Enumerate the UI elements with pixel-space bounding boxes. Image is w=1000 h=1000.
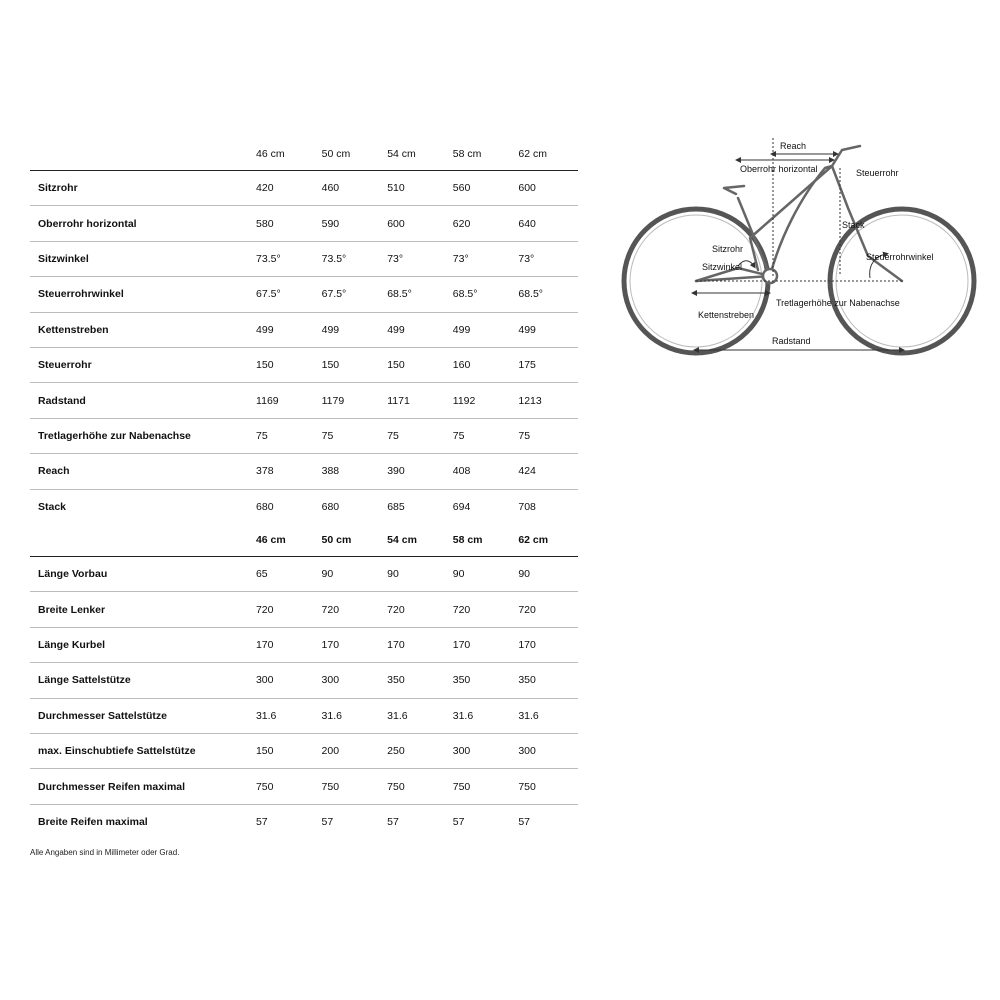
- row-value: 720: [447, 592, 513, 627]
- row-value: 350: [447, 663, 513, 698]
- row-value: 694: [452, 500, 471, 513]
- row-label: max. Einschubtiefe Sattelstütze: [30, 733, 250, 768]
- size-header: 62 cm: [512, 138, 578, 171]
- row-label: Sitzwinkel: [30, 241, 250, 276]
- row-value: 150: [250, 347, 316, 382]
- row-label: Länge Sattelstütze: [30, 663, 250, 698]
- row-value: 170: [316, 627, 382, 662]
- row-value: 160: [447, 347, 513, 382]
- row-value: 560: [447, 171, 513, 206]
- table-row: [30, 277, 578, 312]
- row-value: 388: [316, 454, 382, 489]
- table-row: [30, 383, 578, 418]
- reach-label: Reach: [780, 141, 807, 151]
- row-value: 600: [512, 171, 578, 206]
- table-row: [30, 347, 578, 382]
- row-value: 750: [447, 769, 513, 804]
- row-value: 1179: [316, 383, 382, 418]
- chainstay-label: Kettenstreben: [698, 310, 755, 320]
- size-header-row: [30, 138, 578, 171]
- row-value: 350: [381, 663, 447, 698]
- row-value: 685: [387, 500, 405, 513]
- row-value: 31.6: [512, 698, 578, 733]
- size-header: 50 cm: [316, 138, 382, 171]
- table-row: [30, 592, 578, 627]
- row-value: 90: [316, 557, 382, 592]
- row-label: Länge Vorbau: [30, 557, 250, 592]
- row-value: 510: [381, 171, 447, 206]
- table-row: [30, 312, 578, 347]
- seat-tube-label: Sitzrohr: [712, 244, 744, 254]
- row-value: 640: [512, 206, 578, 241]
- row-value: 31.6: [316, 698, 382, 733]
- units-note: Alle Angaben sind in Millimeter oder Grad.: [30, 848, 180, 857]
- head-tube-label: Steuerrohr: [856, 168, 899, 178]
- row-value: 600: [381, 206, 447, 241]
- row-value: 90: [381, 557, 447, 592]
- row-value: 75: [447, 418, 513, 453]
- table-row: [30, 804, 578, 839]
- row-label: Durchmesser Reifen maximal: [30, 769, 250, 804]
- header-label-cell: [30, 524, 250, 557]
- size-header: 54 cm: [381, 524, 447, 557]
- top-tube-label: Oberrohr horizontal: [740, 164, 818, 174]
- row-label: Radstand: [30, 383, 250, 418]
- row-value: 57: [321, 815, 334, 828]
- table-row: [30, 769, 578, 804]
- row-value: 175: [512, 347, 578, 382]
- row-label: Reach: [30, 454, 250, 489]
- table-row: [30, 557, 578, 592]
- bike-geometry-diagram: [620, 138, 980, 358]
- row-value: 499: [447, 312, 513, 347]
- row-value: 31.6: [447, 698, 513, 733]
- row-value: 65: [250, 557, 316, 592]
- row-value: 67.5°: [316, 277, 382, 312]
- row-value: 73°: [447, 241, 513, 276]
- row-label: Kettenstreben: [30, 312, 250, 347]
- row-value: 590: [316, 206, 382, 241]
- row-value: 170: [381, 627, 447, 662]
- row-value: 1169: [250, 383, 316, 418]
- row-value: 350: [512, 663, 578, 698]
- size-header: 54 cm: [381, 138, 447, 171]
- row-value: 620: [447, 206, 513, 241]
- row-value: 57: [452, 815, 465, 828]
- row-value: 73.5°: [250, 241, 316, 276]
- row-value: 499: [250, 312, 316, 347]
- size-header: 50 cm: [316, 524, 382, 557]
- row-value: 73°: [381, 241, 447, 276]
- row-value: 750: [381, 769, 447, 804]
- row-value: 499: [381, 312, 447, 347]
- row-value: 68.5°: [447, 277, 513, 312]
- row-value: 75: [316, 418, 382, 453]
- row-value: 750: [316, 769, 382, 804]
- row-label: Sitzrohr: [30, 171, 250, 206]
- row-value: 750: [250, 769, 316, 804]
- row-value: 200: [316, 733, 382, 768]
- row-value: 750: [512, 769, 578, 804]
- table-row: [30, 698, 578, 733]
- row-value: 300: [512, 733, 578, 768]
- row-value: 720: [512, 592, 578, 627]
- row-value: 170: [250, 627, 316, 662]
- table-row: [30, 663, 578, 698]
- row-value: 90: [447, 557, 513, 592]
- row-label: Tretlagerhöhe zur Nabenachse: [30, 418, 250, 453]
- table-row: [30, 733, 578, 768]
- row-value: 390: [381, 454, 447, 489]
- row-value: 499: [316, 312, 382, 347]
- row-value: 720: [316, 592, 382, 627]
- row-value: 90: [512, 557, 578, 592]
- row-value: 57: [255, 815, 268, 828]
- row-value: 150: [250, 733, 316, 768]
- row-value: 300: [316, 663, 382, 698]
- size-header: 58 cm: [447, 524, 513, 557]
- row-value: 150: [381, 347, 447, 382]
- size-header: 62 cm: [512, 524, 578, 557]
- size-header: 46 cm: [250, 524, 316, 557]
- row-value: 680: [256, 500, 274, 513]
- table-row: [30, 241, 578, 276]
- row-value: 1213: [512, 383, 578, 418]
- row-value: 499: [512, 312, 578, 347]
- head-angle-label: Steuerrohrwinkel: [866, 252, 934, 262]
- components-table: [30, 524, 578, 839]
- row-value: 424: [512, 454, 578, 489]
- row-value: 460: [316, 171, 382, 206]
- row-value: 57: [518, 815, 531, 828]
- row-value: 420: [250, 171, 316, 206]
- wheelbase-label: Radstand: [772, 336, 811, 346]
- row-value: 75: [250, 418, 316, 453]
- row-value: 73°: [512, 241, 578, 276]
- row-value: 170: [447, 627, 513, 662]
- row-label: Steuerrohrwinkel: [30, 277, 250, 312]
- row-value: 31.6: [250, 698, 316, 733]
- size-header: 46 cm: [250, 138, 316, 171]
- size-header: 58 cm: [447, 138, 513, 171]
- row-value: 75: [381, 418, 447, 453]
- row-value: 708: [518, 500, 536, 513]
- row-label: Steuerrohr: [30, 347, 250, 382]
- table-row: [30, 206, 578, 241]
- table-row: [30, 454, 578, 489]
- table-row: [30, 171, 578, 206]
- row-value: 68.5°: [381, 277, 447, 312]
- row-label: Breite Reifen maximal: [38, 815, 148, 828]
- row-label: Breite Lenker: [30, 592, 250, 627]
- row-value: 1192: [447, 383, 513, 418]
- row-value: 300: [250, 663, 316, 698]
- stack-label: Stack: [842, 220, 865, 230]
- row-label: Länge Kurbel: [30, 627, 250, 662]
- bb-drop-label: Tretlagerhöhe zur Nabenachse: [776, 298, 900, 308]
- row-value: 1171: [381, 383, 447, 418]
- header-label-cell: [30, 138, 250, 171]
- size-header-row: [30, 524, 578, 557]
- row-value: 378: [250, 454, 316, 489]
- row-label: Durchmesser Sattelstütze: [30, 698, 250, 733]
- row-value: 67.5°: [250, 277, 316, 312]
- row-value: 73.5°: [316, 241, 382, 276]
- row-value: 408: [447, 454, 513, 489]
- table-row: [30, 627, 578, 662]
- row-value: 150: [316, 347, 382, 382]
- row-value: 680: [321, 500, 340, 513]
- row-value: 170: [512, 627, 578, 662]
- row-value: 31.6: [381, 698, 447, 733]
- row-value: 250: [381, 733, 447, 768]
- table-row: [30, 418, 578, 453]
- seat-angle-label: Sitzwinkel: [702, 262, 743, 272]
- row-value: 720: [381, 592, 447, 627]
- row-value: 75: [512, 418, 578, 453]
- table-row: [30, 489, 578, 524]
- row-label: Oberrohr horizontal: [30, 206, 250, 241]
- row-label: Stack: [38, 500, 67, 513]
- row-value: 57: [387, 815, 399, 828]
- geometry-table: [30, 138, 578, 524]
- row-value: 580: [250, 206, 316, 241]
- row-value: 300: [447, 733, 513, 768]
- row-value: 68.5°: [512, 277, 578, 312]
- row-value: 720: [250, 592, 316, 627]
